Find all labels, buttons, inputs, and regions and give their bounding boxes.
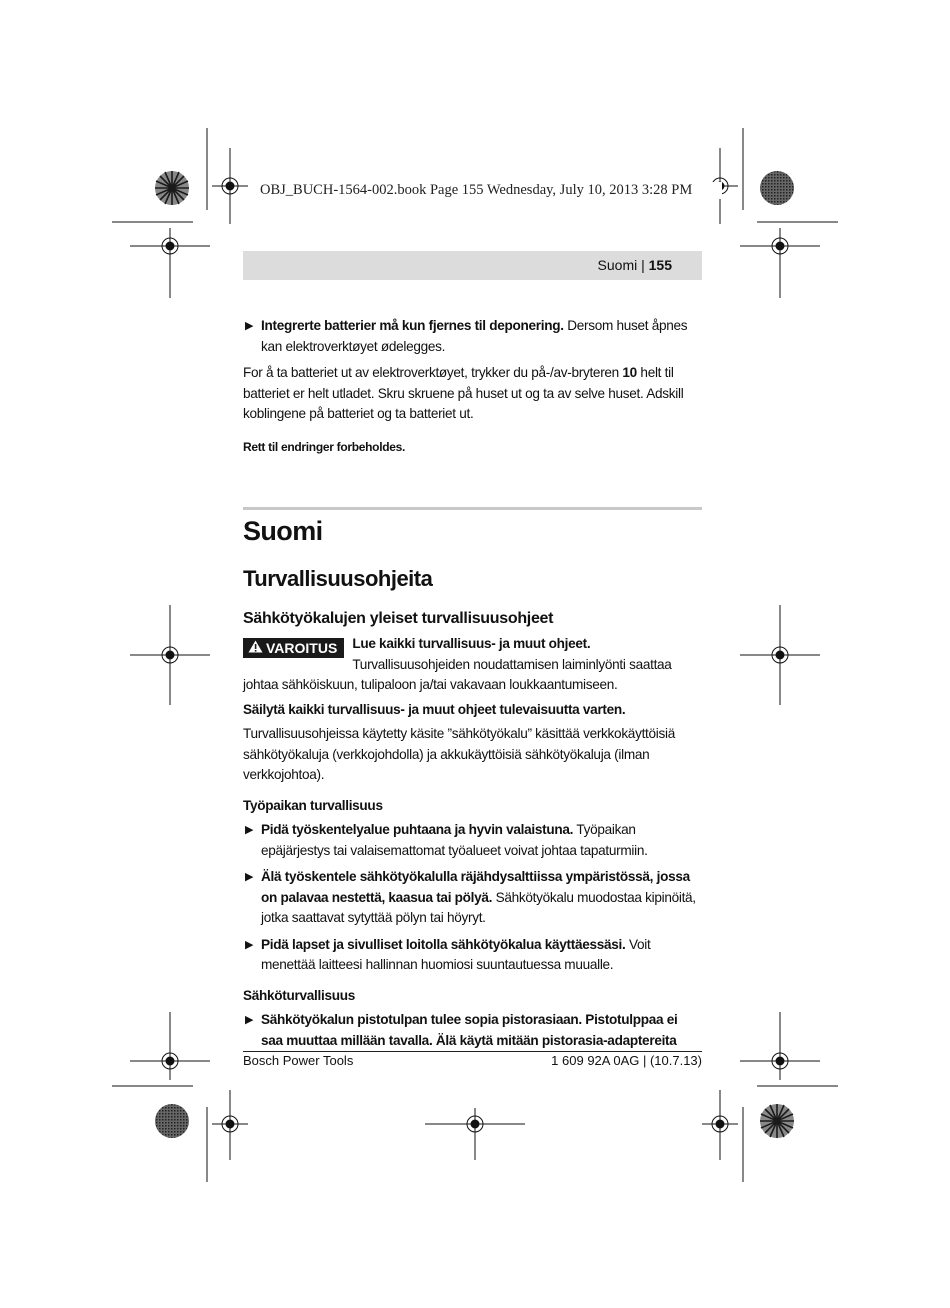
work-area-heading: Työpaikan turvallisuus xyxy=(243,797,383,813)
exclamation-triangle-icon xyxy=(248,638,263,658)
footer-rule xyxy=(243,1051,702,1052)
bullet-text: Työpaikan epäjärjestys tai valaisemattomat työalueet voivat johtaa tapaturmiin. xyxy=(261,822,648,858)
list-item xyxy=(243,316,702,357)
bullet-bold: Pidä työskentelyalue puhtaana ja hyvin valaistuna. xyxy=(261,822,574,837)
running-header xyxy=(243,251,702,280)
section-heading: Turvallisuusohjeita xyxy=(243,566,433,591)
bullet-bold: Pidä lapset ja sivulliset loitolla sähkötyökalua käyttäessäsi. xyxy=(261,936,626,952)
star-target-top-left xyxy=(155,171,189,205)
registration-target-bottom-left xyxy=(212,1090,248,1160)
list-item xyxy=(243,935,702,976)
bullet-text: Sähkötyökalu muodostaa kipinöitä, jotka saattavat sytyttää pölyn tai höyryt. xyxy=(261,889,696,925)
footer-brand: Bosch Power Tools xyxy=(243,1053,354,1068)
bullet-bold: Älä työskentele sähkötyökalulla räjähdysalttiissa ympäristössä, jossa on palavaa nestettä, kaasua tai pölyä. xyxy=(261,869,690,905)
section-divider xyxy=(243,507,702,510)
warning-badge xyxy=(243,638,344,658)
warning-block xyxy=(243,634,702,696)
bullet-bold: Sähkötyökalun pistotulpan tulee sopia pistorasiaan. Pistotulppaa ei saa muuttaa millään tavalla. Älä käytä mitään pistorasia-adaptereita xyxy=(261,1012,678,1048)
keep-instructions: Säilytä kaikki turvallisuus- ja muut ohjeet tulevaisuutta varten. xyxy=(243,701,626,717)
list-item xyxy=(243,820,702,861)
warning-bold: Lue kaikki turvallisuus- ja muut ohjeet. xyxy=(352,636,591,651)
registration-target-mid-left xyxy=(130,605,210,705)
language-heading: Suomi xyxy=(243,516,323,546)
registration-target-upper-left xyxy=(130,228,210,298)
electrical-safety-heading: Sähköturvallisuus xyxy=(243,987,355,1003)
bullet-icon: ▶ xyxy=(245,938,254,951)
density-dot-bottom-left xyxy=(155,1104,189,1138)
paragraph xyxy=(243,363,702,425)
header-separator: | xyxy=(641,257,645,273)
term-paragraph: Turvallisuusohjeissa käytetty käsite ”sähkötyökalu” käsittää verkkokäyttöisiä sähkötyökaluja (verkkojohdolla) ja akkukäyttöisiä sähkötyökaluja (ilman verkkojohtoa). xyxy=(243,726,675,782)
warning-text: Turvallisuusohjeiden noudattamisen laiminlyönti saattaa johtaa sähköiskuun, tulipaloon ja/tai vakavaan loukkaantumiseen. xyxy=(243,656,672,692)
paragraph-text: helt til batteriet er helt utladet. Skru skruene på huset ut og ta av selve huset. Adskill koblingene på batteriet og ta batteriet ut. xyxy=(243,365,684,421)
registration-target-lower-right xyxy=(740,1012,820,1080)
header-section: Suomi xyxy=(597,257,638,273)
registration-target-lower-left xyxy=(130,1012,210,1080)
registration-target-top-left xyxy=(212,148,248,224)
bullet-icon: ▶ xyxy=(245,320,254,332)
bullet-bold: Integrerte batterier må kun fjernes til deponering. xyxy=(261,318,564,333)
list-item xyxy=(243,1010,702,1051)
bullet-icon: ▶ xyxy=(245,871,254,883)
header-text xyxy=(598,257,672,273)
warning-badge-label: VAROITUS xyxy=(266,640,338,656)
registration-target-bottom-right xyxy=(702,1090,738,1160)
subsection-heading: Sähkötyökalujen yleiset turvallisuusohjeet xyxy=(243,610,554,627)
bullet-icon: ▶ xyxy=(245,1014,254,1026)
registration-target-upper-right xyxy=(740,228,820,298)
reservation-note: Rett til endringer forbeholdes. xyxy=(243,439,406,454)
paragraph-text: For å ta batteriet ut av elektroverktøyet, trykker du på-/av-bryteren xyxy=(243,365,623,380)
bullet-icon: ▶ xyxy=(245,824,254,836)
slug-line: OBJ_BUCH-1564-002.book Page 155 Wednesday, July 10, 2013 3:28 PM xyxy=(258,182,722,199)
page-number: 155 xyxy=(648,257,672,273)
density-dot-top-right xyxy=(760,171,794,205)
bullet-text: Voit menettää laitteesi hallinnan huomiosi suuntautuessa muualle. xyxy=(261,936,651,972)
list-item xyxy=(243,867,702,929)
footer-doc-number: 1 609 92A 0AG | (10.7.13) xyxy=(551,1053,702,1068)
star-target-bottom-right xyxy=(760,1104,794,1138)
registration-target-bottom-center xyxy=(425,1108,525,1160)
bullet-text: Dersom huset åpnes kan elektroverktøyet ødelegges. xyxy=(261,318,688,354)
switch-number: 10 xyxy=(622,365,637,380)
registration-target-mid-right xyxy=(740,605,820,705)
page-content xyxy=(243,316,702,1057)
